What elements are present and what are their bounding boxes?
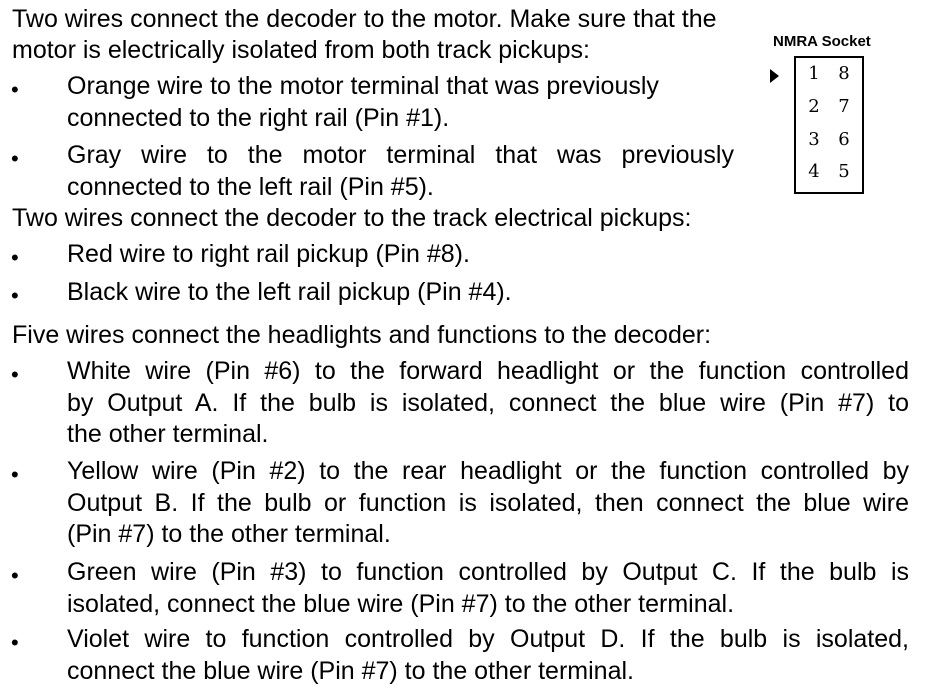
list-item-text: White wire (Pin #6) to the forward headlight or the function controlled <box>67 357 909 385</box>
list-item-text: Yellow wire (Pin #2) to the rear headlight or the function controlled by <box>67 457 909 485</box>
list-item-text: (Pin #7) to the other terminal. <box>67 520 391 548</box>
socket-pin-label: 1 <box>808 63 820 84</box>
list-item-violet-wire <box>67 624 909 687</box>
list-item-text: Red wire to right rail pickup (Pin #8). <box>67 240 470 268</box>
socket-pin-label: 8 <box>838 63 850 84</box>
bullet-icon: • <box>11 462 19 487</box>
socket-pin-label: 5 <box>838 161 850 182</box>
list-item-text: Orange wire to the motor terminal that was previously <box>67 72 659 100</box>
bullet-icon: • <box>11 245 19 270</box>
motor-intro-line-2: motor is electrically isolated from both track pickups: <box>12 36 590 64</box>
socket-pin-label: 3 <box>808 129 820 150</box>
list-item-text: isolated, connect the blue wire (Pin #7) to the other terminal. <box>67 589 735 618</box>
socket-pin-label: 2 <box>808 96 820 117</box>
bullet-icon: • <box>11 630 19 655</box>
bullet-icon: • <box>11 77 19 102</box>
bullet-icon: • <box>11 362 19 387</box>
socket-pin-label: 7 <box>838 96 850 117</box>
list-item-text: Gray wire to the motor terminal that was previously <box>67 141 734 169</box>
nmra-socket-diagram <box>794 56 864 194</box>
socket-pin-label: 6 <box>838 129 850 150</box>
pin-1-arrow-icon <box>770 69 779 83</box>
list-item-text: connected to the right rail (Pin #1). <box>67 103 450 132</box>
list-item-black-wire <box>67 277 512 309</box>
list-item-text: Black wire to the left rail pickup (Pin #4). <box>67 278 512 306</box>
list-item-text: Output B. If the bulb or function is isolated, then connect the blue wire <box>67 488 909 517</box>
list-item-red-wire <box>67 239 470 271</box>
bullet-icon: • <box>11 563 19 588</box>
bullet-icon: • <box>11 146 19 171</box>
list-item-text: by Output A. If the bulb is isolated, connect the blue wire (Pin #7) to <box>67 388 909 417</box>
motor-intro-line-1: Two wires connect the decoder to the motor. Make sure that the <box>12 5 717 33</box>
socket-title: NMRA Socket <box>773 33 871 50</box>
bullet-icon: • <box>11 283 19 308</box>
list-item-green-wire <box>67 557 909 620</box>
list-item-text: Green wire (Pin #3) to function controlled by Output C. If the bulb is <box>67 558 909 586</box>
list-item-white-wire <box>67 356 909 451</box>
list-item-text: connect the blue wire (Pin #7) to the other terminal. <box>67 656 634 685</box>
list-item-text: Violet wire to function controlled by Output D. If the bulb is isolated, <box>67 625 909 653</box>
list-item-orange-wire <box>67 71 712 134</box>
socket-pin-label: 4 <box>808 161 820 182</box>
list-item-gray-wire <box>67 140 734 203</box>
list-item-text: the other terminal. <box>67 420 269 448</box>
list-item-yellow-wire <box>67 456 909 551</box>
functions-intro: Five wires connect the headlights and functions to the decoder: <box>12 321 712 349</box>
list-item-text: connected to the left rail (Pin #5). <box>67 172 434 201</box>
track-intro: Two wires connect the decoder to the track electrical pickups: <box>12 204 692 232</box>
